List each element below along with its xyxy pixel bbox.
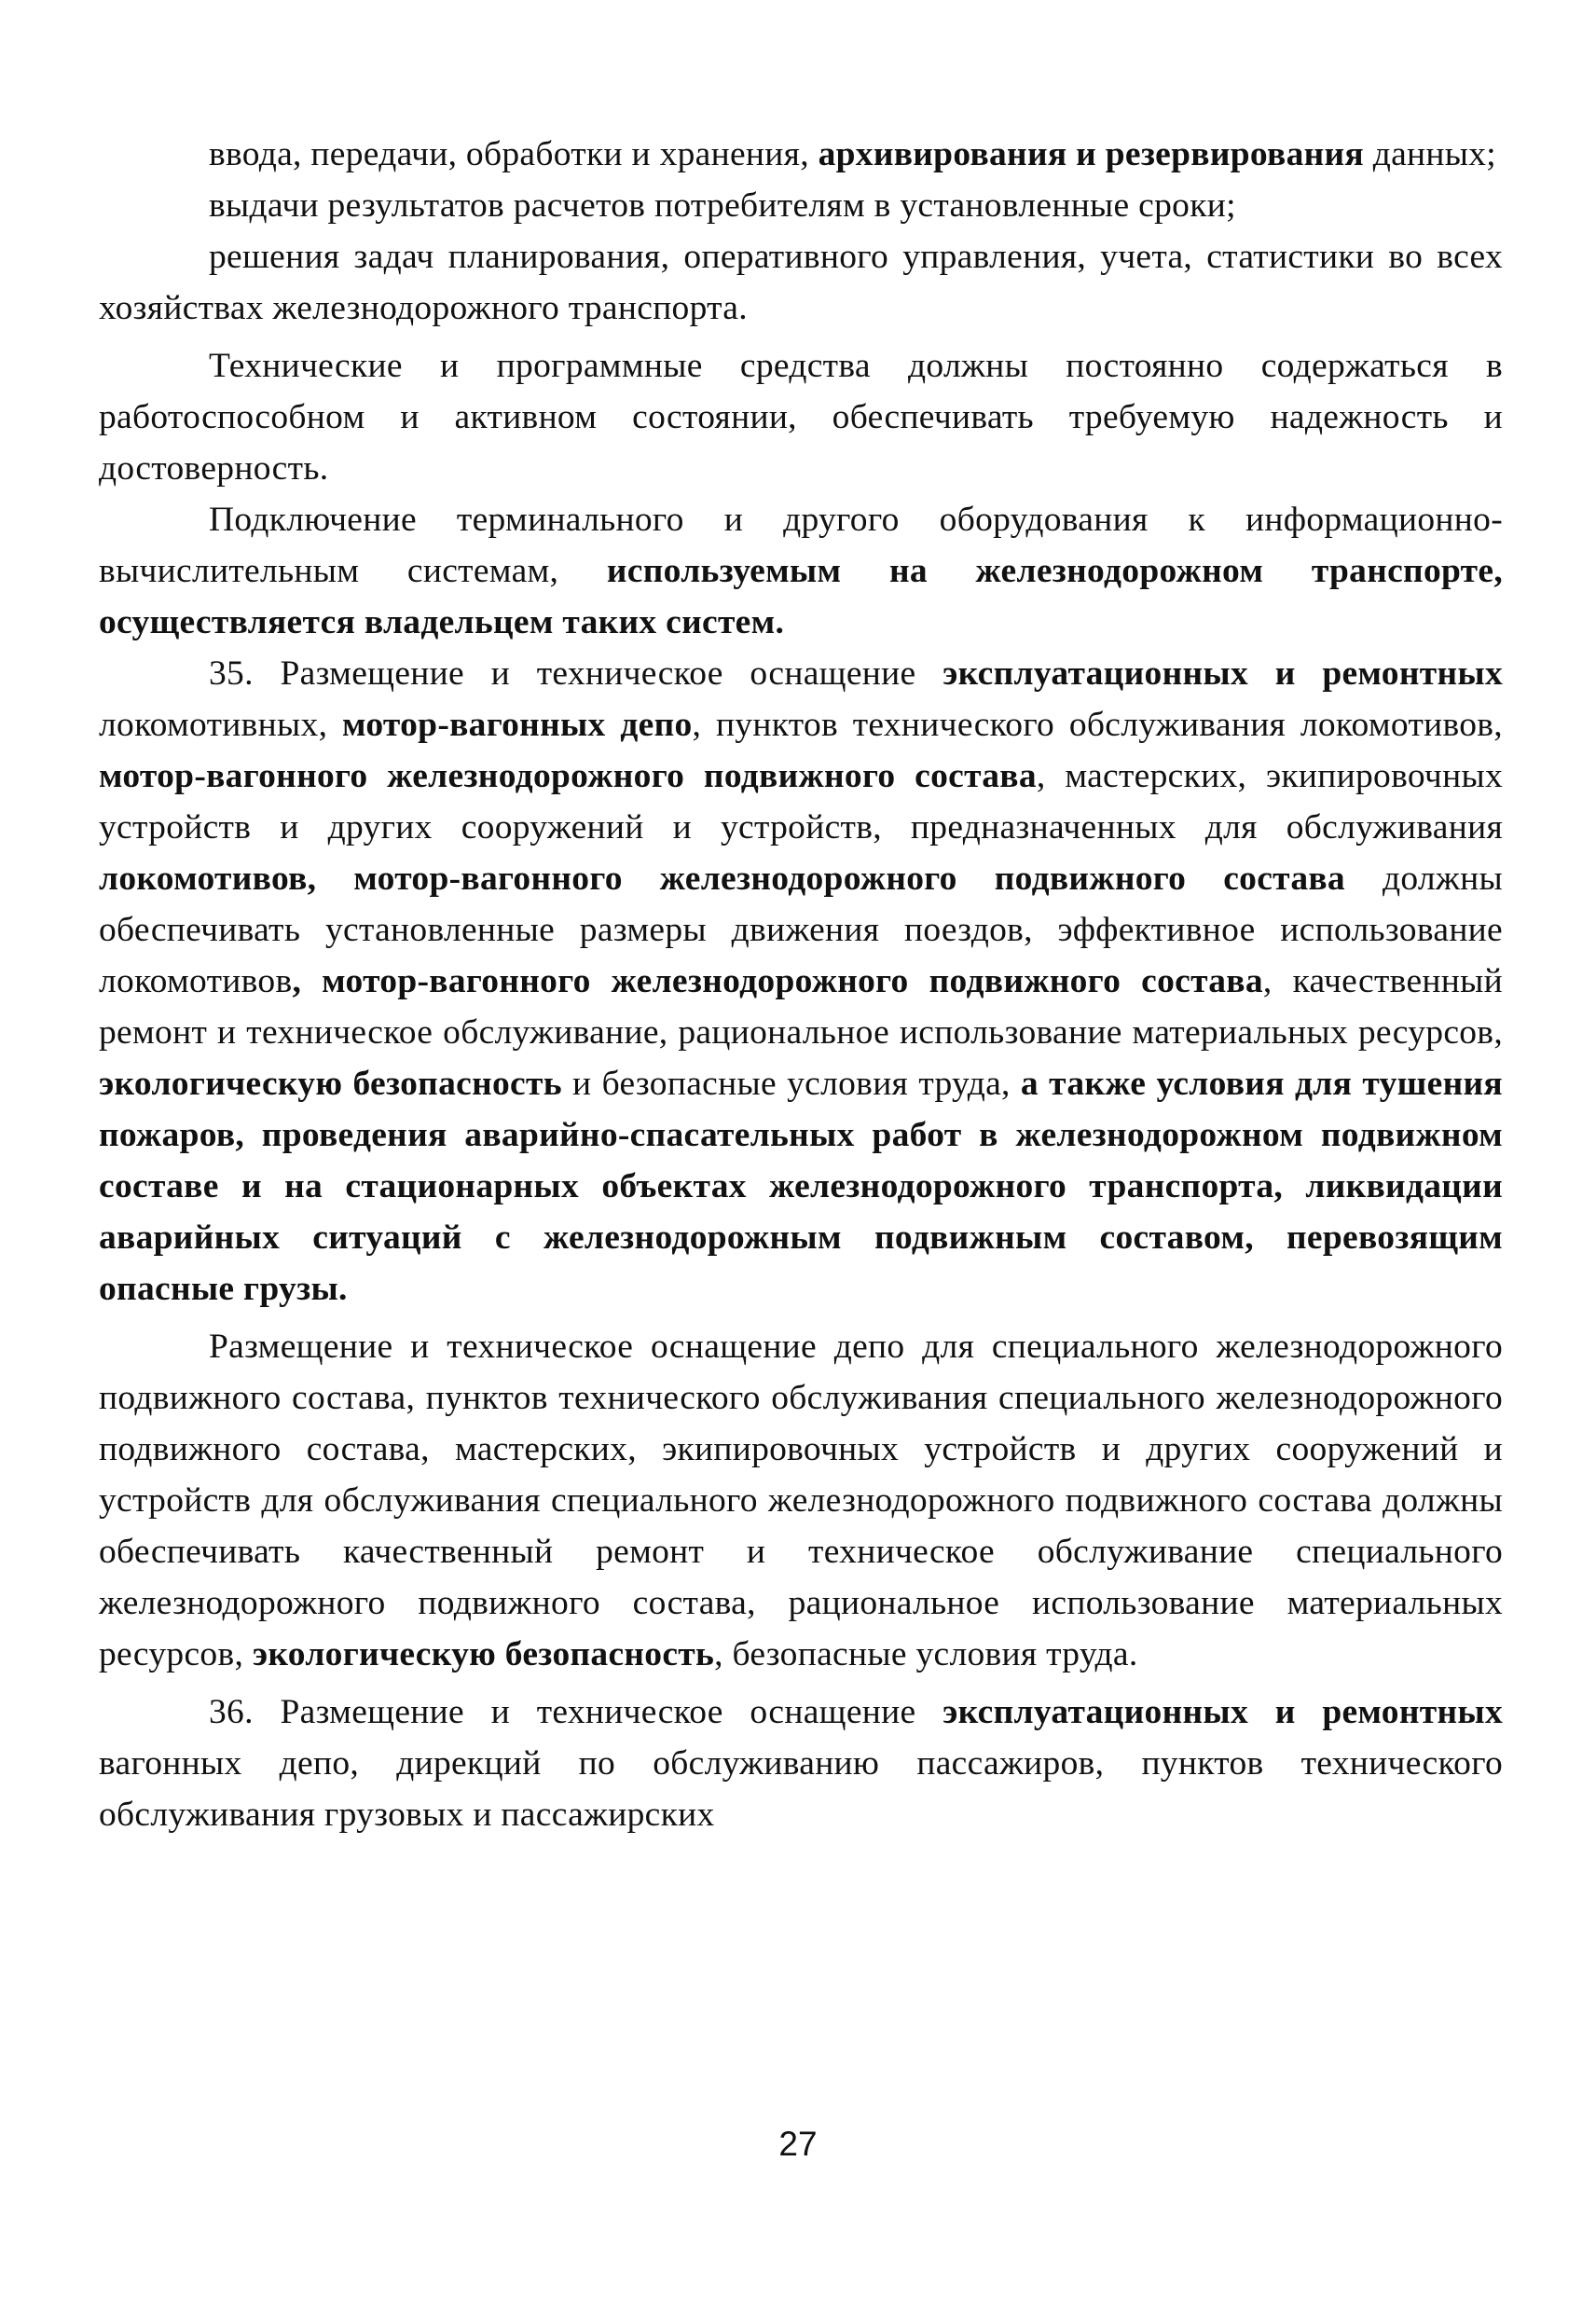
paragraph-technical-means: Технические и программные средства должны постоянно содержаться в работоспособном и активном состоянии, обеспечивать требуемую надежность и достоверность. bbox=[99, 347, 1503, 488]
body-text bbox=[99, 129, 1503, 1840]
paragraph-results-delivery: выдачи результатов расчетов потребителям в установленные сроки; bbox=[209, 186, 1236, 225]
paragraph-planning-tasks: решения задач планирования, оперативного управления, учета, статистики во всех хозяйствах железнодорожного транспорта. bbox=[99, 238, 1503, 327]
paragraph-terminal-connection: Подключение терминального и другого оборудования к информационно-вычислительным системам, используемым на железнодорожном транспорте, осуществляется владельцем таких систем. bbox=[99, 501, 1504, 641]
paragraph-section-35: 35. Размещение и техническое оснащение эксплуатационных и ремонтных локомотивных, мотор-вагонных депо, пунктов технического обслуживания локомотивов, мотор-вагонного железнодорожного подвижного состава, мастерских, экипировочных устройств и других сооружений и устройств, предназначенных для обслуживания локомотивов, мотор-вагонного железнодорожного подвижного состава должны обеспечивать установленные размеры движения поездов, эффективное использование локомотивов, мотор-вагонного железнодорожного подвижного состава, качественный ремонт и техническое обслуживание, рациональное использование материальных ресурсов, экологическую безопасность и безопасные условия труда, а также условия для тушения пожаров, проведения аварийно-спасательных работ в железнодорожном подвижном составе и на стационарных объектах железнодорожного транспорта, ликвидации аварийных ситуаций с железнодорожным подвижным составом, перевозящим опасные грузы. bbox=[99, 654, 1503, 1308]
page-number: 27 bbox=[778, 2125, 818, 2163]
paragraph-section-36: 36. Размещение и техническое оснащение эксплуатационных и ремонтных вагонных депо, дирекций по обслуживанию пассажиров, пунктов технического обслуживания грузовых и пассажирских bbox=[99, 1693, 1503, 1834]
paragraph-special-depots: Размещение и техническое оснащение депо для специального железнодорожного подвижного состава, пунктов технического обслуживания специального железнодорожного подвижного состава, мастерских, экипировочных устройств и других сооружений и устройств для обслуживания специального железнодорожного подвижного состава должны обеспечивать качественный ремонт и техническое обслуживание специального железнодорожного подвижного состава, рациональное использование материальных ресурсов, экологическую безопасность, безопасные условия труда. bbox=[99, 1328, 1503, 1673]
paragraph-input-storage: ввода, передачи, обработки и хранения, архивирования и резервирования данных; bbox=[209, 135, 1497, 173]
